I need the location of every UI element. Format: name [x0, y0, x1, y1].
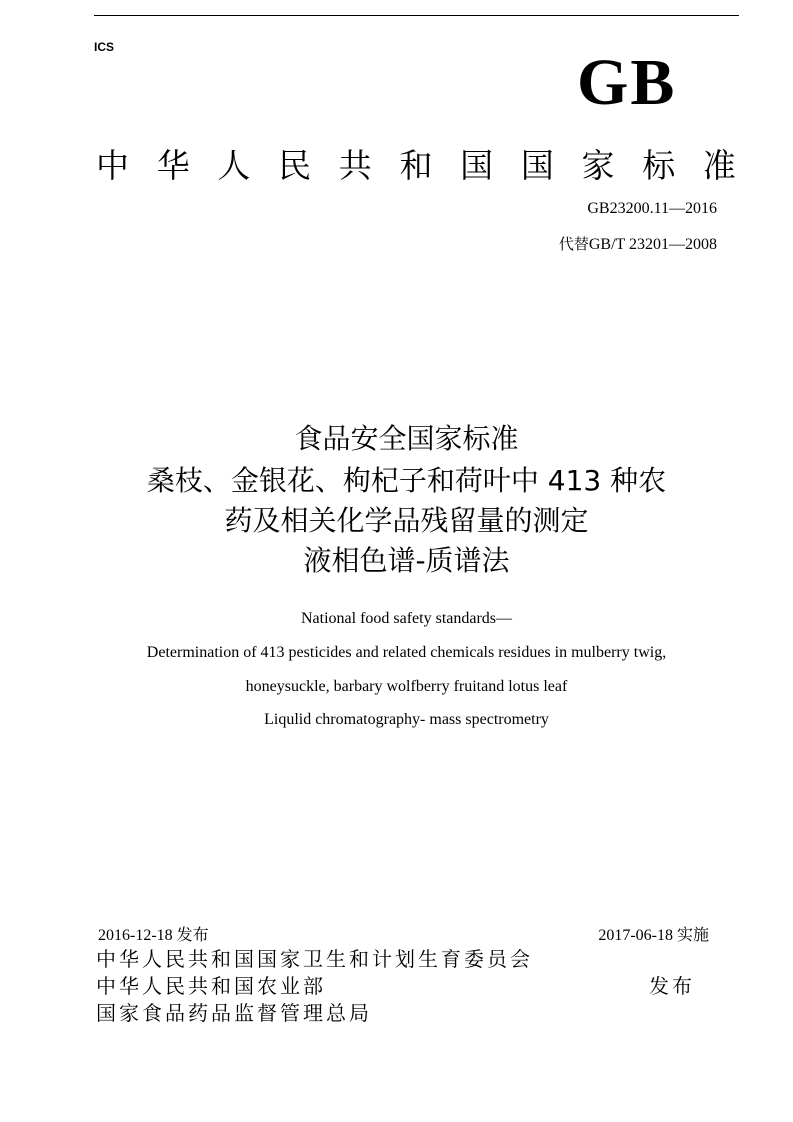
- cn-title-line-1: 食品安全国家标准: [294, 422, 519, 455]
- national-title-char: 国: [520, 146, 554, 185]
- en-title-line-3: honeysuckle, barbary wolfberry fruitand lotus leaf: [245, 678, 568, 695]
- national-title-char: 华: [156, 146, 190, 185]
- implementation-date: [598, 922, 709, 945]
- publish-label: 发布: [649, 974, 695, 998]
- en-title-line-1: National food safety standards—: [300, 610, 513, 627]
- replaces-prefix: 代替: [558, 235, 589, 253]
- replaces-standard: [559, 233, 717, 254]
- cn-title-line-4: 液相色谱-质谱法: [303, 544, 510, 577]
- national-title-char: 准: [702, 146, 736, 185]
- national-title-char: 和: [399, 146, 433, 185]
- national-title-char: 民: [278, 146, 312, 185]
- replaces-number: GB/T 23201—2008: [588, 236, 717, 253]
- national-standard-title: [96, 146, 736, 186]
- issue-date-value: 2016-12-18: [98, 927, 173, 944]
- national-title-char: 人: [217, 146, 251, 185]
- issuer-line-1: 中华人民共和国国家卫生和计划生育委员会: [96, 947, 533, 971]
- national-title-char: 中: [96, 146, 129, 185]
- issue-date-suffix: 发布: [176, 925, 209, 944]
- national-title-char: 共: [338, 146, 372, 185]
- en-title-line-4: Liqulid chromatography- mass spectrometry: [264, 711, 549, 728]
- cn-title-line-3: 药及相关化学品残留量的测定: [224, 504, 589, 537]
- en-title-line-2: Determination of 413 pesticides and related chemicals residues in mulberry twig,: [146, 644, 667, 661]
- national-title-char: 家: [581, 146, 615, 185]
- issuer-line-2: 中华人民共和国农业部: [96, 974, 326, 998]
- implementation-date-suffix: 实施: [676, 925, 709, 944]
- gb-logo: GB: [577, 46, 677, 119]
- national-title-char: 标: [642, 146, 676, 185]
- issue-date: [98, 922, 209, 945]
- top-rule: [94, 15, 739, 16]
- national-title-char: 国: [460, 146, 494, 185]
- ics-label: ICS: [94, 40, 115, 54]
- cn-title-line-2: 桑枝、金银花、枸杞子和荷叶中 413 种农: [146, 464, 667, 497]
- implementation-date-value: 2017-06-18: [598, 927, 673, 944]
- standard-number: GB23200.11—2016: [587, 200, 717, 217]
- issuer-line-3: 国家食品药品监督管理总局: [96, 1001, 372, 1025]
